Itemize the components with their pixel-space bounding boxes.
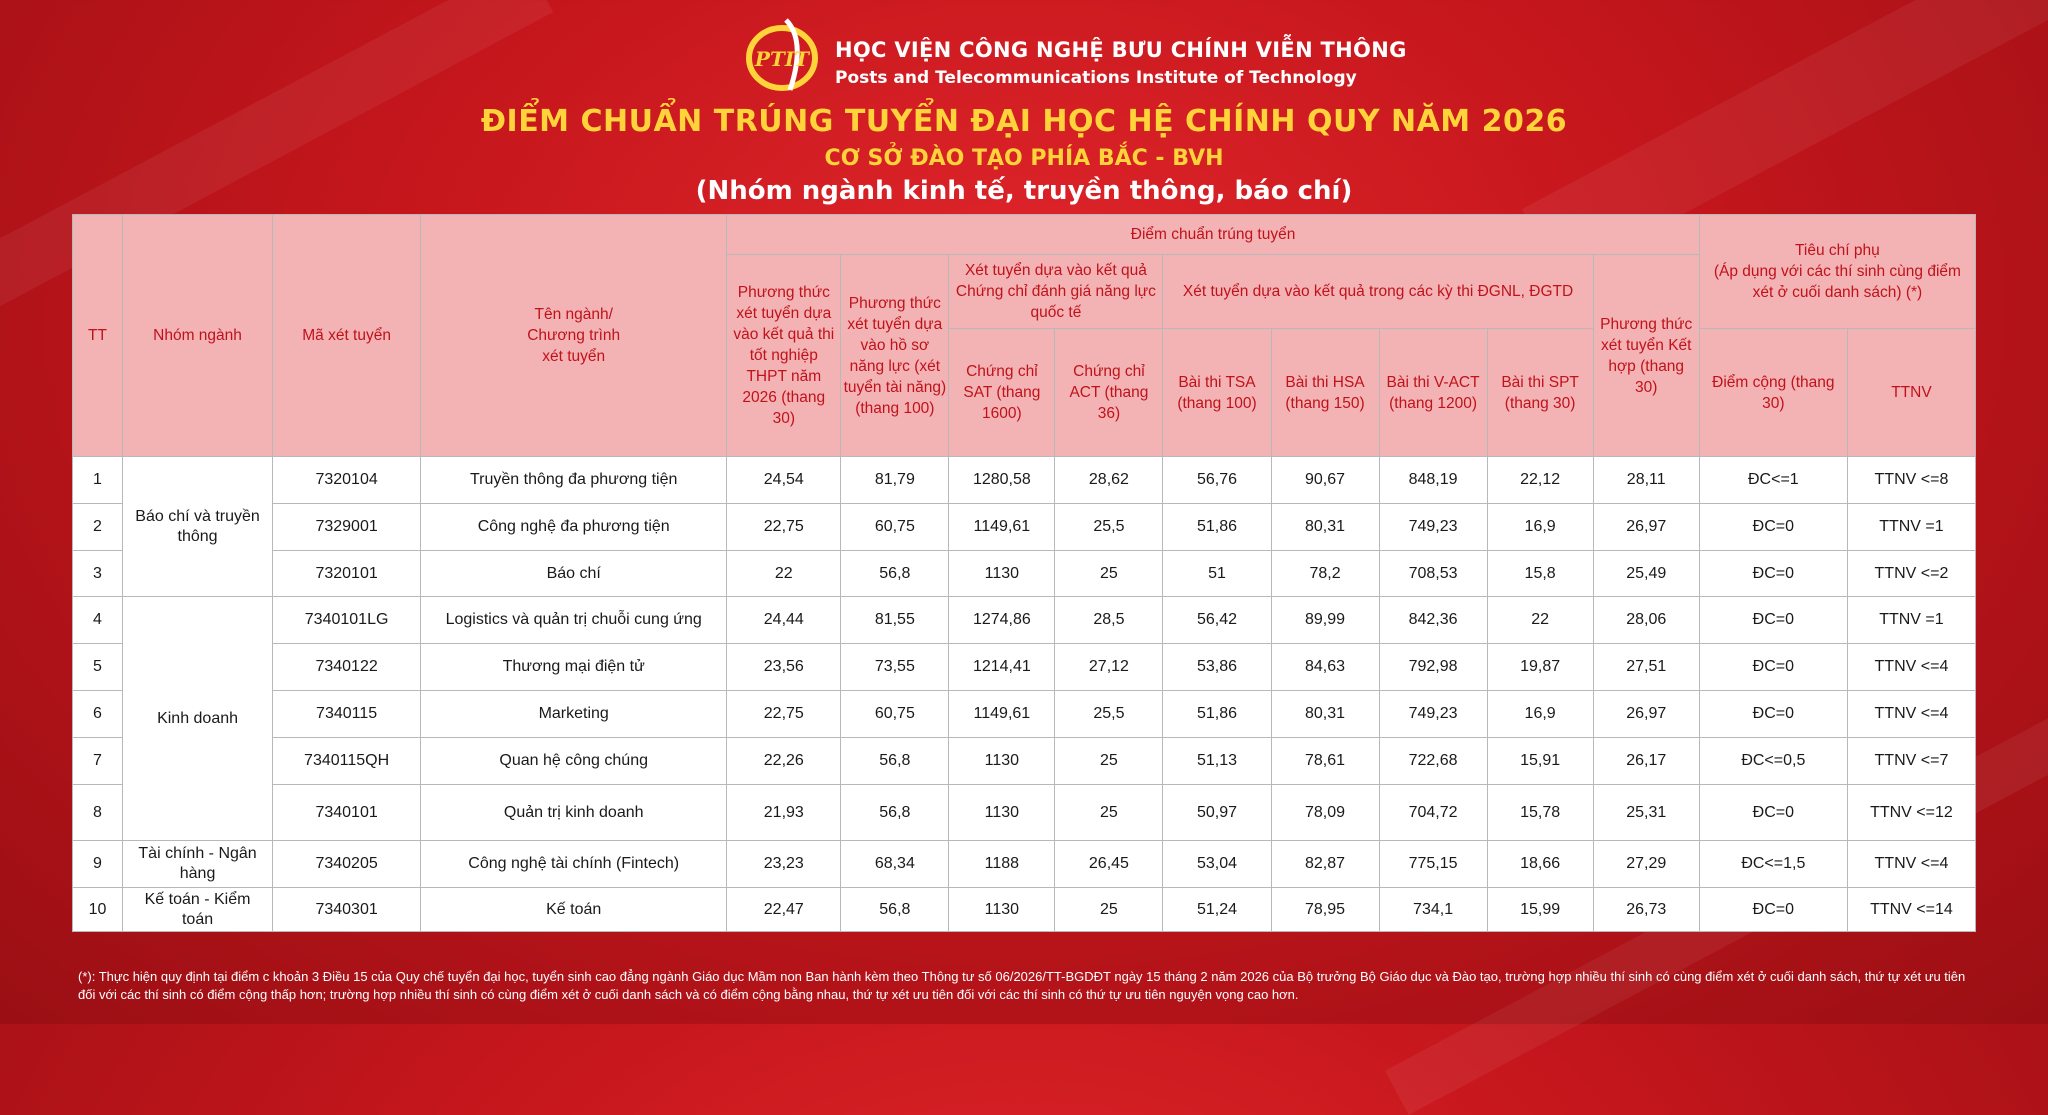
score-spt: 15,99 bbox=[1487, 888, 1593, 932]
ttnv-criteria: TTNV <=4 bbox=[1847, 644, 1975, 691]
score-spt: 22 bbox=[1487, 597, 1593, 644]
score-vact: 722,68 bbox=[1379, 738, 1487, 785]
program-group-cell: Kế toán - Kiểm toán bbox=[123, 888, 273, 932]
score-talent: 56,8 bbox=[841, 785, 949, 841]
table-row bbox=[73, 785, 1976, 841]
program-name: Truyền thông đa phương tiện bbox=[421, 457, 727, 504]
header-ttnv: TTNV bbox=[1847, 329, 1975, 457]
score-vact: 734,1 bbox=[1379, 888, 1487, 932]
bonus-criteria: ĐC=0 bbox=[1699, 644, 1847, 691]
bonus-criteria: ĐC=0 bbox=[1699, 551, 1847, 597]
row-number: 3 bbox=[73, 551, 123, 597]
score-hsa: 89,99 bbox=[1271, 597, 1379, 644]
score-tsa: 51,13 bbox=[1163, 738, 1271, 785]
table-row bbox=[73, 644, 1976, 691]
header-group: Nhóm ngành bbox=[123, 215, 273, 457]
score-act: 25,5 bbox=[1055, 504, 1163, 551]
program-name: Công nghệ tài chính (Fintech) bbox=[421, 841, 727, 888]
score-combined: 25,49 bbox=[1593, 551, 1699, 597]
row-number: 1 bbox=[73, 457, 123, 504]
table-row bbox=[73, 888, 1976, 932]
row-number: 9 bbox=[73, 841, 123, 888]
header-intl-cert: Xét tuyển dựa vào kết quả Chứng chỉ đánh giá năng lực quốc tế bbox=[949, 255, 1163, 329]
admission-code: 7340101 bbox=[273, 785, 421, 841]
score-combined: 27,29 bbox=[1593, 841, 1699, 888]
score-spt: 15,91 bbox=[1487, 738, 1593, 785]
row-number: 8 bbox=[73, 785, 123, 841]
page-header bbox=[0, 8, 2048, 88]
ttnv-criteria: TTNV <=8 bbox=[1847, 457, 1975, 504]
score-tsa: 56,76 bbox=[1163, 457, 1271, 504]
header-code: Mã xét tuyển bbox=[273, 215, 421, 457]
score-combined: 28,06 bbox=[1593, 597, 1699, 644]
score-spt: 16,9 bbox=[1487, 691, 1593, 738]
score-thpt: 23,56 bbox=[727, 644, 841, 691]
score-sat: 1130 bbox=[949, 551, 1055, 597]
table-row bbox=[73, 597, 1976, 644]
score-talent: 73,55 bbox=[841, 644, 949, 691]
score-talent: 68,34 bbox=[841, 841, 949, 888]
score-combined: 28,11 bbox=[1593, 457, 1699, 504]
score-thpt: 22,26 bbox=[727, 738, 841, 785]
score-act: 26,45 bbox=[1055, 841, 1163, 888]
program-group-cell: Kinh doanh bbox=[123, 597, 273, 841]
score-sat: 1188 bbox=[949, 841, 1055, 888]
admission-code: 7340205 bbox=[273, 841, 421, 888]
ptit-logo bbox=[736, 16, 828, 94]
score-tsa: 51,86 bbox=[1163, 504, 1271, 551]
score-thpt: 22,47 bbox=[727, 888, 841, 932]
institute-name-vi: HỌC VIỆN CÔNG NGHỆ BƯU CHÍNH VIỄN THÔNG bbox=[835, 38, 1407, 62]
score-tsa: 50,97 bbox=[1163, 785, 1271, 841]
score-combined: 26,73 bbox=[1593, 888, 1699, 932]
header-act: Chứng chỉ ACT (thang 36) bbox=[1055, 329, 1163, 457]
program-group-cell: Tài chính - Ngân hàng bbox=[123, 841, 273, 888]
row-number: 7 bbox=[73, 738, 123, 785]
score-hsa: 78,09 bbox=[1271, 785, 1379, 841]
score-tsa: 56,42 bbox=[1163, 597, 1271, 644]
footnote: (*): Thực hiện quy định tại điểm c khoản 3 Điều 15 của Quy chế tuyển đại học, tuyển sinh cao đẳng ngành Giáo dục Mầm non Ban hành kèm theo Thông tư số 06/2026/TT-BGDĐT ngày 15 tháng 2 năm 2026 của Bộ trưởng Bộ Giáo dục và Đào tạo, trường hợp nhiều thí sinh có cùng điểm xét ở cuối danh sách, thứ tự xét ưu tiên đối với các thí sinh có điểm cộng thấp hơn; trường hợp nhiều thí sinh có cùng điểm xét ở cuối danh sách và có điểm cộng bằng nhau, thứ tự xét ưu tiên đối với các thí sinh có thứ tự ưu tiên nguyện vọng cao hơn. bbox=[78, 969, 1966, 1002]
program-group-cell: Báo chí và truyền thông bbox=[123, 457, 273, 597]
ttnv-criteria: TTNV <=2 bbox=[1847, 551, 1975, 597]
score-vact: 749,23 bbox=[1379, 691, 1487, 738]
bonus-criteria: ĐC<=1 bbox=[1699, 457, 1847, 504]
score-act: 25 bbox=[1055, 888, 1163, 932]
score-vact: 775,15 bbox=[1379, 841, 1487, 888]
bonus-criteria: ĐC=0 bbox=[1699, 888, 1847, 932]
admission-code: 7320101 bbox=[273, 551, 421, 597]
score-sat: 1130 bbox=[949, 888, 1055, 932]
score-spt: 18,66 bbox=[1487, 841, 1593, 888]
score-sat: 1149,61 bbox=[949, 504, 1055, 551]
ttnv-criteria: TTNV <=4 bbox=[1847, 841, 1975, 888]
ttnv-criteria: TTNV <=4 bbox=[1847, 691, 1975, 738]
program-name: Logistics và quản trị chuỗi cung ứng bbox=[421, 597, 727, 644]
program-name: Quan hệ công chúng bbox=[421, 738, 727, 785]
score-vact: 749,23 bbox=[1379, 504, 1487, 551]
bonus-criteria: ĐC<=1,5 bbox=[1699, 841, 1847, 888]
score-tsa: 51,86 bbox=[1163, 691, 1271, 738]
ttnv-criteria: TTNV <=12 bbox=[1847, 785, 1975, 841]
ttnv-criteria: TTNV <=14 bbox=[1847, 888, 1975, 932]
program-name: Marketing bbox=[421, 691, 727, 738]
program-name: Báo chí bbox=[421, 551, 727, 597]
table-row bbox=[73, 738, 1976, 785]
score-hsa: 82,87 bbox=[1271, 841, 1379, 888]
score-thpt: 24,44 bbox=[727, 597, 841, 644]
table-row bbox=[73, 691, 1976, 738]
header-tt: TT bbox=[73, 215, 123, 457]
score-sat: 1149,61 bbox=[949, 691, 1055, 738]
score-sat: 1130 bbox=[949, 785, 1055, 841]
score-talent: 81,55 bbox=[841, 597, 949, 644]
score-talent: 56,8 bbox=[841, 888, 949, 932]
admission-code: 7340101LG bbox=[273, 597, 421, 644]
score-sat: 1130 bbox=[949, 738, 1055, 785]
score-combined: 26,17 bbox=[1593, 738, 1699, 785]
score-thpt: 23,23 bbox=[727, 841, 841, 888]
header-tsa: Bài thi TSA (thang 100) bbox=[1163, 329, 1271, 457]
score-talent: 60,75 bbox=[841, 504, 949, 551]
score-act: 25 bbox=[1055, 551, 1163, 597]
institute-name-en: Posts and Telecommunications Institute of Technology bbox=[835, 68, 1357, 88]
score-tsa: 53,04 bbox=[1163, 841, 1271, 888]
score-spt: 22,12 bbox=[1487, 457, 1593, 504]
score-spt: 15,78 bbox=[1487, 785, 1593, 841]
table-row bbox=[73, 551, 1976, 597]
row-number: 2 bbox=[73, 504, 123, 551]
row-number: 6 bbox=[73, 691, 123, 738]
score-act: 25,5 bbox=[1055, 691, 1163, 738]
score-vact: 842,36 bbox=[1379, 597, 1487, 644]
program-name: Công nghệ đa phương tiện bbox=[421, 504, 727, 551]
header-extra-criteria: Tiêu chí phụ (Áp dụng với các thí sinh cùng điểm xét ở cuối danh sách) (*) bbox=[1699, 215, 1975, 329]
score-combined: 26,97 bbox=[1593, 504, 1699, 551]
score-tsa: 51 bbox=[1163, 551, 1271, 597]
program-name: Quản trị kinh doanh bbox=[421, 785, 727, 841]
score-act: 25 bbox=[1055, 785, 1163, 841]
score-talent: 56,8 bbox=[841, 551, 949, 597]
program-name: Kế toán bbox=[421, 888, 727, 932]
header-talent: Phương thức xét tuyển dựa vào hồ sơ năng lực (xét tuyển tài năng) (thang 100) bbox=[841, 255, 949, 457]
score-talent: 81,79 bbox=[841, 457, 949, 504]
header-dgnl: Xét tuyển dựa vào kết quả trong các kỳ thi ĐGNL, ĐGTD bbox=[1163, 255, 1593, 329]
header-program: Tên ngành/ Chương trình xét tuyển bbox=[421, 215, 727, 457]
score-sat: 1214,41 bbox=[949, 644, 1055, 691]
score-spt: 19,87 bbox=[1487, 644, 1593, 691]
score-talent: 56,8 bbox=[841, 738, 949, 785]
score-hsa: 90,67 bbox=[1271, 457, 1379, 504]
score-thpt: 24,54 bbox=[727, 457, 841, 504]
header-spt: Bài thi SPT (thang 30) bbox=[1487, 329, 1593, 457]
row-number: 4 bbox=[73, 597, 123, 644]
table-body bbox=[73, 457, 1976, 932]
row-number: 5 bbox=[73, 644, 123, 691]
logo-text: PTIT bbox=[754, 47, 810, 71]
score-sat: 1274,86 bbox=[949, 597, 1055, 644]
admission-code: 7340122 bbox=[273, 644, 421, 691]
admission-code: 7340115 bbox=[273, 691, 421, 738]
admission-code: 7340115QH bbox=[273, 738, 421, 785]
score-vact: 848,19 bbox=[1379, 457, 1487, 504]
score-tsa: 51,24 bbox=[1163, 888, 1271, 932]
score-thpt: 22,75 bbox=[727, 691, 841, 738]
ttnv-criteria: TTNV =1 bbox=[1847, 504, 1975, 551]
header-cutoff: Điểm chuẩn trúng tuyển bbox=[727, 215, 1700, 255]
program-name: Thương mại điện tử bbox=[421, 644, 727, 691]
score-act: 25 bbox=[1055, 738, 1163, 785]
score-act: 27,12 bbox=[1055, 644, 1163, 691]
admission-score-table bbox=[72, 214, 1976, 932]
table-row bbox=[73, 504, 1976, 551]
score-spt: 16,9 bbox=[1487, 504, 1593, 551]
score-vact: 708,53 bbox=[1379, 551, 1487, 597]
bonus-criteria: ĐC=0 bbox=[1699, 785, 1847, 841]
score-hsa: 78,95 bbox=[1271, 888, 1379, 932]
bonus-criteria: ĐC<=0,5 bbox=[1699, 738, 1847, 785]
header-combined: Phương thức xét tuyển Kết hợp (thang 30) bbox=[1593, 255, 1699, 457]
score-sat: 1280,58 bbox=[949, 457, 1055, 504]
score-combined: 26,97 bbox=[1593, 691, 1699, 738]
header-bonus: Điểm cộng (thang 30) bbox=[1699, 329, 1847, 457]
bonus-criteria: ĐC=0 bbox=[1699, 504, 1847, 551]
bonus-criteria: ĐC=0 bbox=[1699, 691, 1847, 738]
page-title: ĐIỂM CHUẨN TRÚNG TUYỂN ĐẠI HỌC HỆ CHÍNH QUY NĂM 2026 bbox=[480, 104, 1568, 139]
score-hsa: 80,31 bbox=[1271, 504, 1379, 551]
table-row bbox=[73, 841, 1976, 888]
score-vact: 704,72 bbox=[1379, 785, 1487, 841]
score-combined: 27,51 bbox=[1593, 644, 1699, 691]
score-tsa: 53,86 bbox=[1163, 644, 1271, 691]
program-group: (Nhóm ngành kinh tế, truyền thông, báo chí) bbox=[695, 176, 1353, 206]
score-hsa: 80,31 bbox=[1271, 691, 1379, 738]
score-combined: 25,31 bbox=[1593, 785, 1699, 841]
admission-code: 7329001 bbox=[273, 504, 421, 551]
score-thpt: 22,75 bbox=[727, 504, 841, 551]
score-hsa: 84,63 bbox=[1271, 644, 1379, 691]
score-talent: 60,75 bbox=[841, 691, 949, 738]
table-row bbox=[73, 457, 1976, 504]
ttnv-criteria: TTNV =1 bbox=[1847, 597, 1975, 644]
score-spt: 15,8 bbox=[1487, 551, 1593, 597]
score-act: 28,62 bbox=[1055, 457, 1163, 504]
score-hsa: 78,2 bbox=[1271, 551, 1379, 597]
header-vact: Bài thi V-ACT (thang 1200) bbox=[1379, 329, 1487, 457]
score-thpt: 21,93 bbox=[727, 785, 841, 841]
bonus-criteria: ĐC=0 bbox=[1699, 597, 1847, 644]
score-thpt: 22 bbox=[727, 551, 841, 597]
header-sat: Chứng chỉ SAT (thang 1600) bbox=[949, 329, 1055, 457]
row-number: 10 bbox=[73, 888, 123, 932]
admission-code: 7320104 bbox=[273, 457, 421, 504]
score-vact: 792,98 bbox=[1379, 644, 1487, 691]
score-hsa: 78,61 bbox=[1271, 738, 1379, 785]
page-subtitle: CƠ SỞ ĐÀO TẠO PHÍA BẮC - BVH bbox=[824, 146, 1224, 171]
score-act: 28,5 bbox=[1055, 597, 1163, 644]
ttnv-criteria: TTNV <=7 bbox=[1847, 738, 1975, 785]
header-hsa: Bài thi HSA (thang 150) bbox=[1271, 329, 1379, 457]
header-thpt: Phương thức xét tuyển dựa vào kết quả thi tốt nghiệp THPT năm 2026 (thang 30) bbox=[727, 255, 841, 457]
admission-code: 7340301 bbox=[273, 888, 421, 932]
